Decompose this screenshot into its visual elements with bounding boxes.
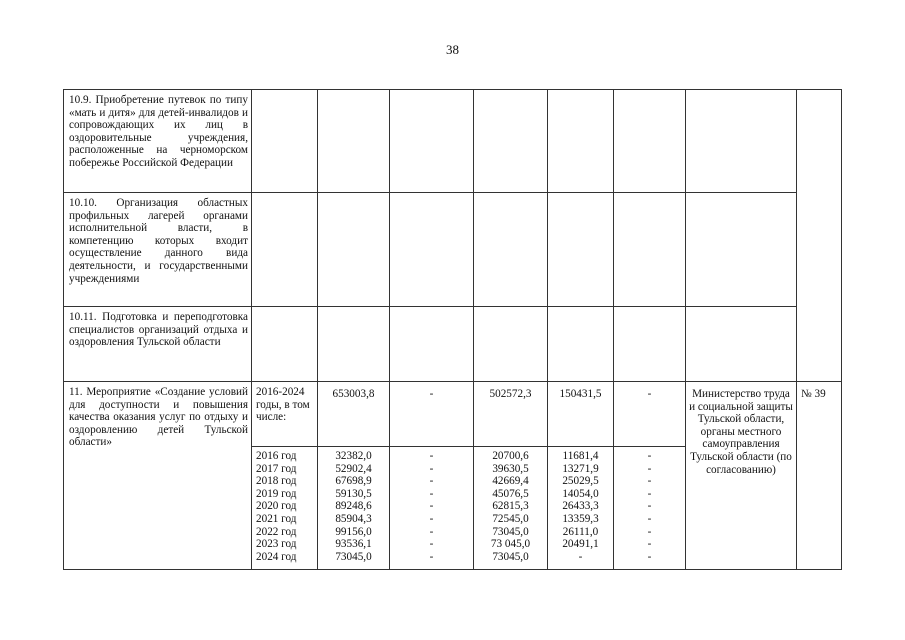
col4-value: 11681,4 (562, 450, 599, 462)
col3-value: 20700,6 (492, 450, 529, 462)
col2-value: - (429, 500, 434, 513)
row-name: 10.9. Приобретение путевок по типу «мать и дитя» для детей-инвалидов и сопровождающих их лиц в оздоровительные учреждения, расположенные на черноморском побережье Российской Федерации (69, 94, 248, 169)
col2-value: - (429, 487, 434, 500)
col3-value: 45076,5 (492, 487, 529, 500)
col4-value: 20491,1 (562, 538, 599, 551)
col5-value: - (647, 512, 652, 525)
measure-col3: 502572,3 (489, 388, 532, 400)
col4-list (548, 447, 613, 563)
row-name: 10.11. Подготовка и переподготовка специалистов организаций отдыха и оздоровления Тульской области (69, 311, 248, 349)
col4-value: 26111,0 (562, 525, 599, 538)
col5-list (614, 447, 685, 563)
col5-value: - (647, 500, 652, 513)
year-total: 89248,6 (335, 500, 372, 513)
year-label: 2023 год (256, 538, 297, 551)
col5-value: - (647, 525, 652, 538)
col2-list (390, 447, 473, 563)
col3-value: 72545,0 (492, 512, 529, 525)
total-list (318, 447, 389, 563)
indicator-code: № 39 (801, 388, 826, 400)
year-label: 2022 год (256, 525, 297, 538)
col2-value: - (429, 462, 434, 475)
year-total: 52902,4 (335, 462, 372, 475)
col4-value: 26433,3 (562, 500, 599, 513)
col4-value: 13359,3 (562, 512, 599, 525)
year-total: 85904,3 (335, 512, 372, 525)
col4-value: - (578, 550, 583, 563)
responsible-executor: Министерство труда и социальной защиты Тульской области, органы местного самоуправления Тульской области (по согласованию) (689, 388, 793, 476)
col3-value: 62815,3 (492, 500, 529, 513)
measure-total: 653003,8 (332, 388, 375, 400)
page-number: 38 (446, 42, 459, 57)
col2-value: - (429, 450, 434, 462)
table-row (64, 307, 842, 382)
col2-value: - (429, 475, 434, 488)
table-row (64, 382, 842, 447)
col3-value: 42669,4 (492, 475, 529, 488)
col3-value: 73 045,0 (490, 538, 531, 551)
col3-value: 39630,5 (492, 462, 529, 475)
col2-value: - (429, 512, 434, 525)
program-table (63, 89, 842, 570)
year-total: 32382,0 (335, 450, 372, 462)
table-row (64, 193, 842, 307)
year-label: 2018 год (256, 475, 297, 488)
col2-value: - (429, 550, 434, 563)
col4-value: 25029,5 (562, 475, 599, 488)
year-label: 2024 год (256, 550, 297, 563)
col2-value: - (429, 525, 434, 538)
table-row (64, 90, 842, 193)
measure-name: 11. Мероприятие «Создание условий для доступности и повышения качества оказания услуг по отдыху и оздоровлению детей Тульской области» (69, 386, 248, 449)
col2-value: - (429, 538, 434, 551)
year-total: 99156,0 (335, 525, 372, 538)
measure-col5: - (647, 388, 652, 400)
code-cell-empty (797, 90, 842, 382)
col5-value: - (647, 450, 652, 462)
col4-value: 13271,9 (562, 462, 599, 475)
year-list (252, 447, 317, 563)
measure-col4: 150431,5 (559, 388, 602, 400)
col5-value: - (647, 475, 652, 488)
col5-value: - (647, 462, 652, 475)
year-label: 2016 год (256, 450, 297, 462)
col3-value: 73045,0 (492, 525, 529, 538)
col5-value: - (647, 487, 652, 500)
year-total: 93536,1 (335, 538, 372, 551)
measure-period: 2016-2024 годы, в том числе: (256, 386, 310, 424)
year-label: 2020 год (256, 500, 297, 513)
measure-col2: - (429, 388, 434, 400)
col3-list (474, 447, 547, 563)
col3-value: 73045,0 (492, 550, 529, 563)
col5-value: - (647, 550, 652, 563)
year-total: 59130,5 (335, 487, 372, 500)
year-total: 67698,9 (335, 475, 372, 488)
col4-value: 14054,0 (562, 487, 599, 500)
year-total: 73045,0 (335, 550, 372, 563)
year-label: 2017 год (256, 462, 297, 475)
year-label: 2019 год (256, 487, 297, 500)
row-name: 10.10. Организация областных профильных лагерей органами исполнительной власти, в компетенцию которых входит осуществление данного вида деятельности, и государственными учреждениями (69, 197, 248, 285)
year-label: 2021 год (256, 512, 297, 525)
col5-value: - (647, 538, 652, 551)
